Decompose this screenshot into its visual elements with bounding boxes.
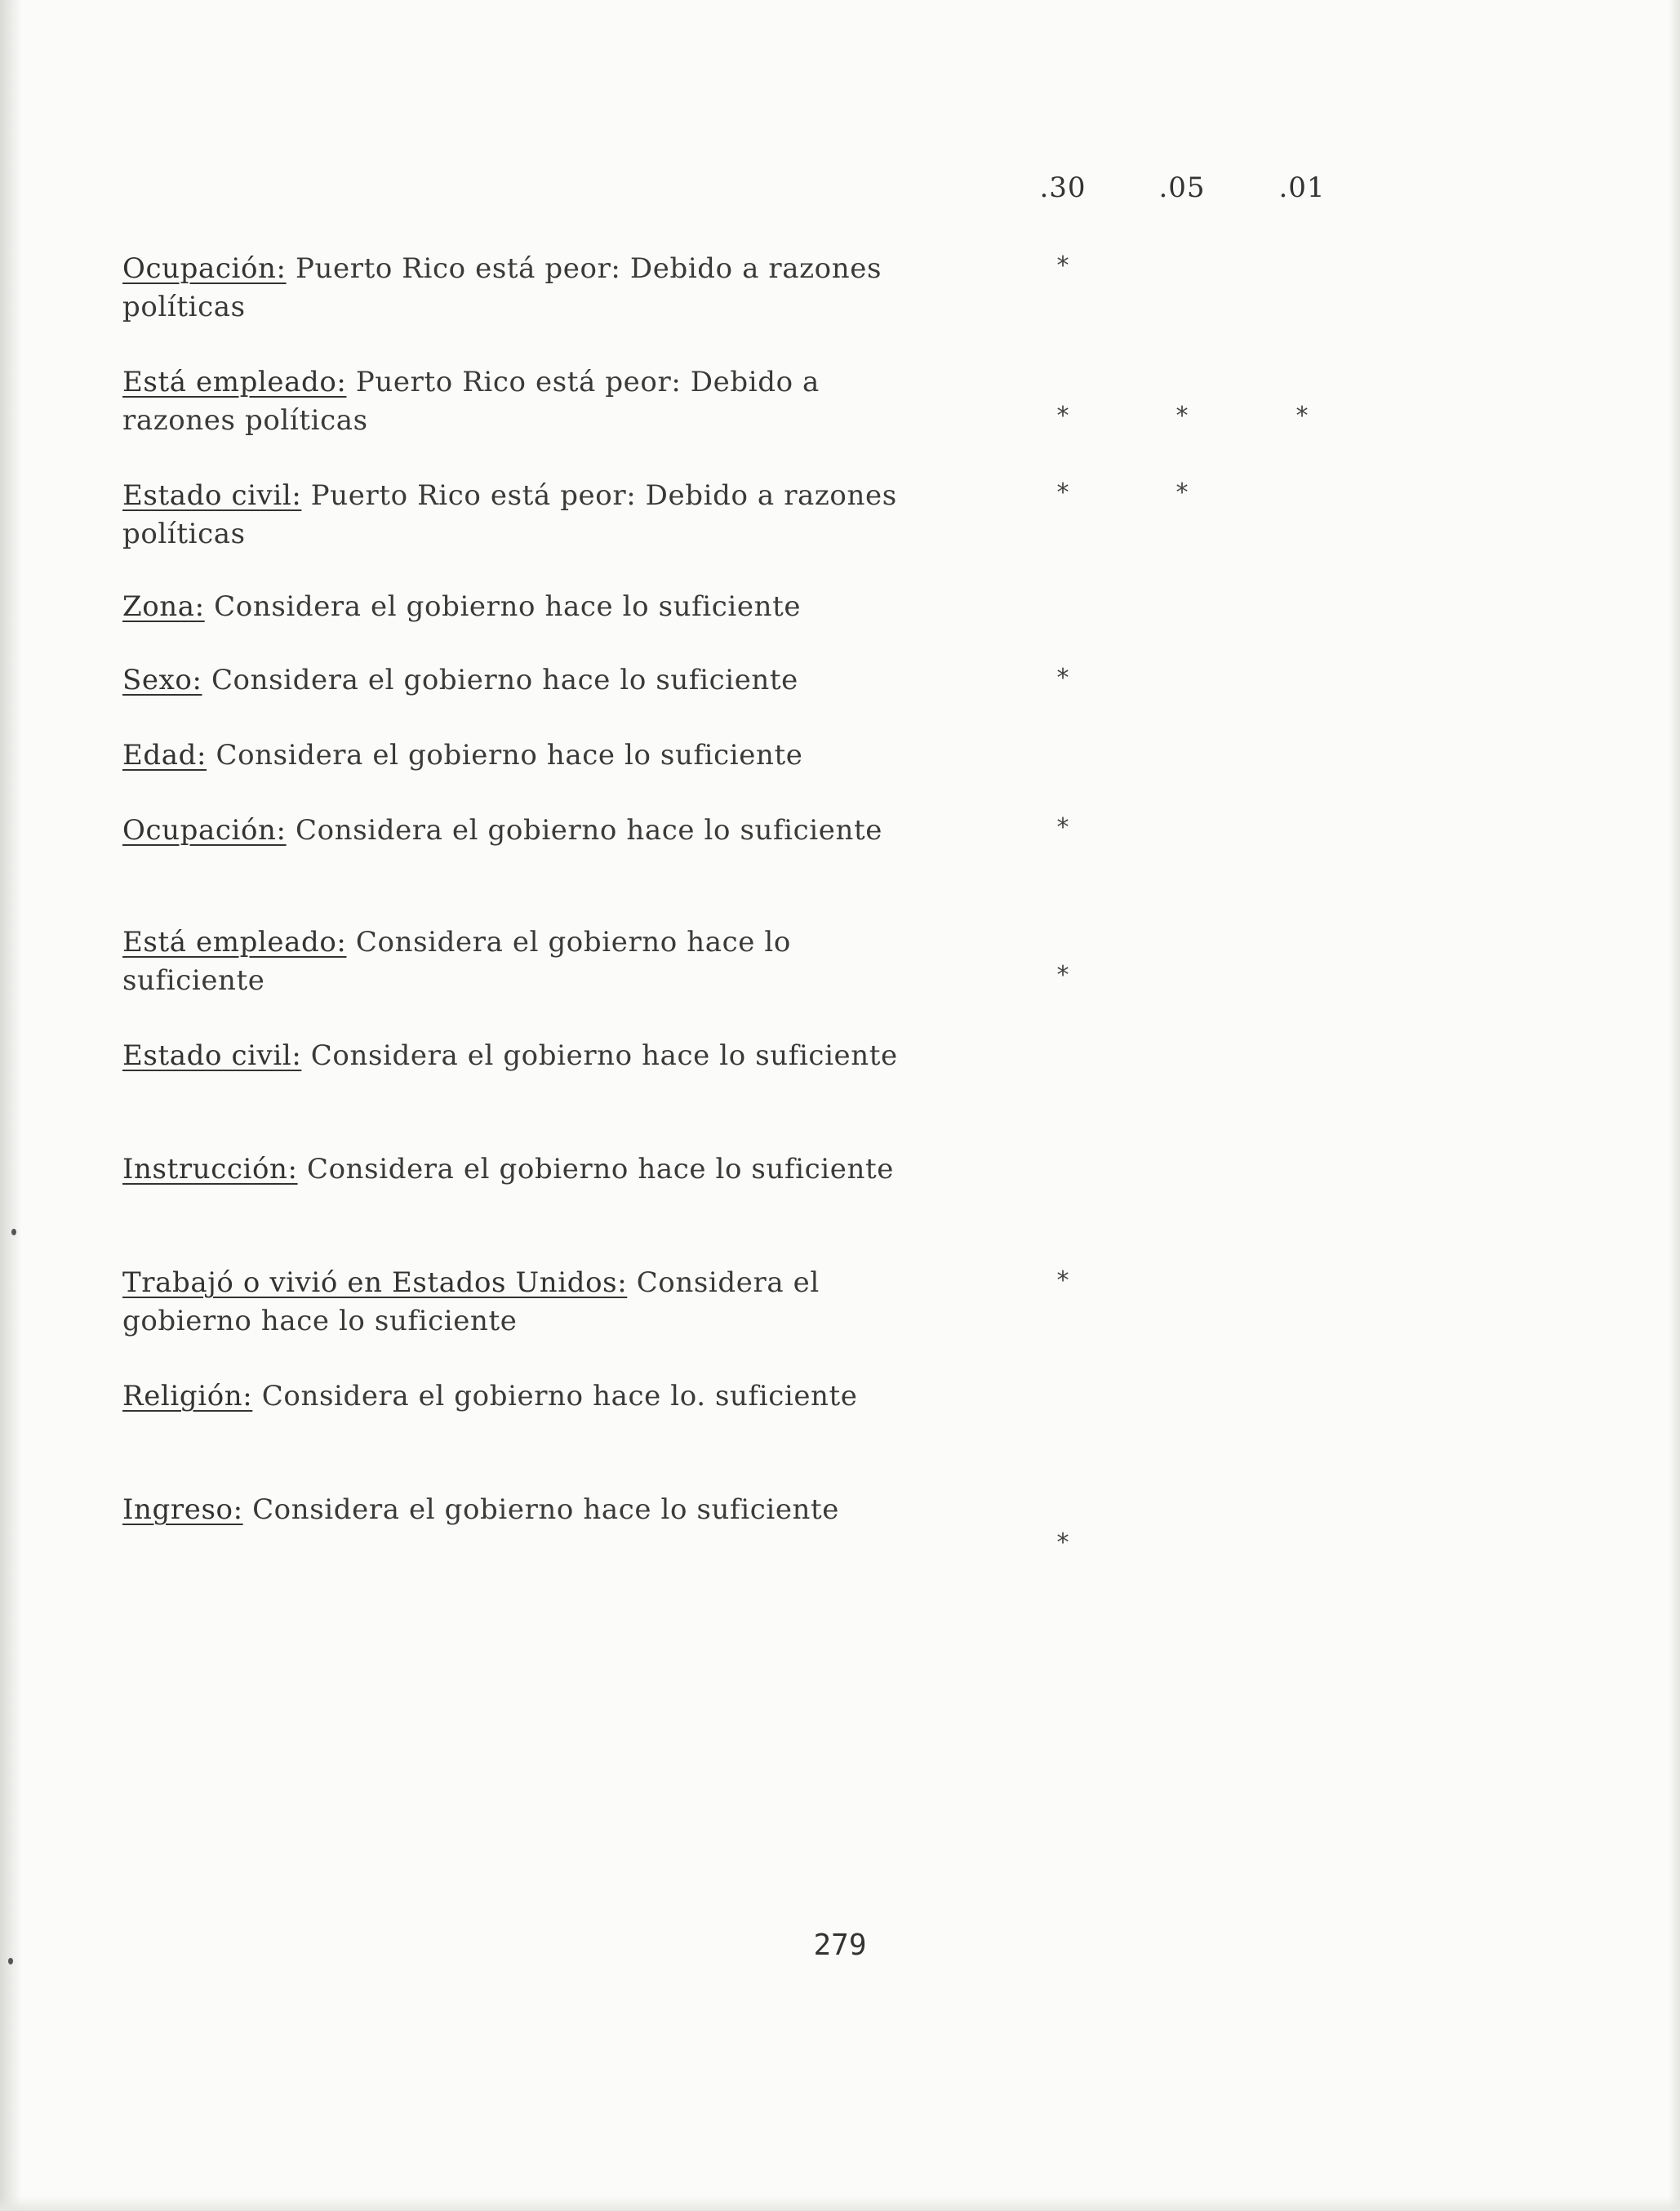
entry-esta-empleado-suficiente xyxy=(122,923,939,1000)
entry-description: Considera el gobierno hace lo suficiente xyxy=(122,926,791,997)
entry-label: Estado civil: xyxy=(122,1039,302,1072)
significance-mark-030: * xyxy=(1056,251,1069,280)
entry-label: Zona: xyxy=(122,590,205,623)
column-header-001: .01 xyxy=(1278,171,1326,204)
significance-mark-005: * xyxy=(1176,478,1189,507)
significance-mark-030: * xyxy=(1056,961,1069,990)
entry-text xyxy=(122,477,939,554)
entry-description: Considera el gobierno hace lo suficiente xyxy=(122,1266,820,1337)
entry-description: Considera el gobierno hace lo. suficiente xyxy=(261,1380,858,1412)
entry-description: Considera el gobierno hace lo suficiente xyxy=(310,1039,898,1072)
entry-instruccion xyxy=(122,1150,939,1189)
significance-mark-030: * xyxy=(1056,402,1069,430)
entry-text xyxy=(122,812,939,850)
entry-description: Considera el gobierno hace lo suficiente xyxy=(307,1153,894,1186)
scan-bottom-edge xyxy=(0,2196,1680,2211)
column-header-005: .05 xyxy=(1158,171,1206,204)
entry-label: Religión: xyxy=(122,1380,253,1412)
scan-left-edge xyxy=(0,0,21,2211)
entry-label: Ocupación: xyxy=(122,814,287,847)
column-header-030: .30 xyxy=(1039,171,1087,204)
entry-religion xyxy=(122,1377,939,1416)
entry-zona xyxy=(122,588,939,626)
entry-description: Considera el gobierno hace lo suficiente xyxy=(252,1493,840,1526)
entry-description: Considera el gobierno hace lo suficiente xyxy=(214,590,802,623)
entry-text xyxy=(122,588,939,626)
entry-label: Está empleado: xyxy=(122,366,347,398)
entry-ocupacion-suficiente xyxy=(122,812,939,850)
entry-description: Puerto Rico está peor: Debido a razones políticas xyxy=(122,479,897,550)
entry-text xyxy=(122,1491,939,1529)
entry-text xyxy=(122,923,939,1000)
significance-mark-030: * xyxy=(1056,813,1069,842)
entry-description: Considera el gobierno hace lo suficiente xyxy=(211,664,798,696)
entry-text xyxy=(122,736,939,775)
significance-mark-001: * xyxy=(1296,402,1309,430)
entry-text xyxy=(122,1264,939,1341)
entry-text xyxy=(122,363,939,440)
scan-speck xyxy=(11,1229,16,1235)
entry-label: Estado civil: xyxy=(122,479,302,512)
entry-label: Edad: xyxy=(122,739,207,772)
entry-edad xyxy=(122,736,939,775)
entry-description: Puerto Rico está peor: Debido a razones políticas xyxy=(122,366,820,437)
entry-label: Instrucción: xyxy=(122,1153,298,1186)
entry-description: Considera el gobierno hace lo suficiente xyxy=(216,739,803,772)
entry-text xyxy=(122,250,939,327)
entry-text xyxy=(122,1150,939,1189)
entry-esta-empleado-peor xyxy=(122,363,939,440)
entry-description: Considera el gobierno hace lo suficiente xyxy=(296,814,882,847)
entry-text xyxy=(122,1377,939,1416)
entry-text xyxy=(122,1037,939,1075)
entry-label: Sexo: xyxy=(122,664,202,696)
entry-label: Trabajó o vivió en Estados Unidos: xyxy=(122,1266,628,1299)
entry-label: Está empleado: xyxy=(122,926,347,959)
entry-trabajo-estados-unidos xyxy=(122,1264,939,1341)
entry-estado-civil-peor xyxy=(122,477,939,554)
scan-right-edge xyxy=(1669,0,1680,2211)
entry-ingreso xyxy=(122,1491,939,1529)
significance-mark-030: * xyxy=(1056,478,1069,507)
significance-mark-030: * xyxy=(1056,1266,1069,1295)
significance-mark-030: * xyxy=(1056,1528,1069,1557)
entry-estado-civil-suficiente xyxy=(122,1037,939,1075)
entry-label: Ocupación: xyxy=(122,252,287,285)
entry-description: Puerto Rico está peor: Debido a razones políticas xyxy=(122,252,882,323)
significance-column-headers xyxy=(0,171,1680,212)
entry-text xyxy=(122,661,939,700)
entry-ocupacion-peor xyxy=(122,250,939,327)
entry-sexo xyxy=(122,661,939,700)
entry-label: Ingreso: xyxy=(122,1493,243,1526)
significance-mark-005: * xyxy=(1176,402,1189,430)
significance-mark-030: * xyxy=(1056,664,1069,692)
page-number: 279 xyxy=(813,1929,867,1962)
